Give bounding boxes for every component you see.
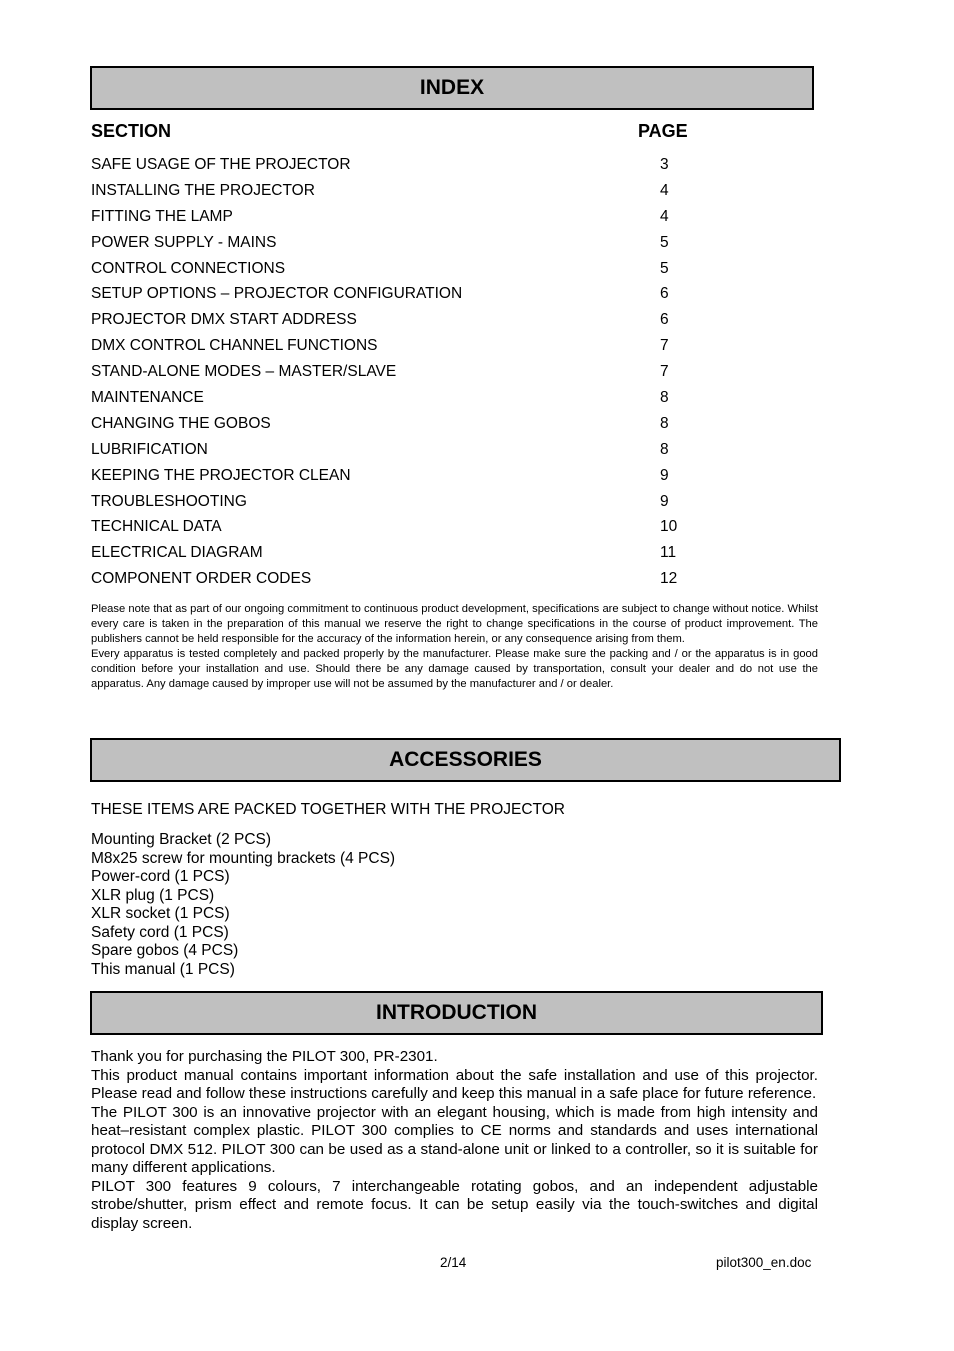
toc-title: MAINTENANCE bbox=[91, 389, 204, 407]
toc-page: 4 bbox=[660, 207, 669, 225]
list-item: This manual (1 PCS) bbox=[91, 960, 235, 978]
toc-title: CHANGING THE GOBOS bbox=[91, 414, 271, 432]
toc-page: 6 bbox=[660, 285, 669, 303]
toc-row bbox=[91, 152, 731, 178]
toc-row bbox=[91, 230, 731, 256]
toc-title: TECHNICAL DATA bbox=[91, 518, 222, 536]
index-heading: INDEX bbox=[419, 76, 485, 99]
toc-row bbox=[91, 566, 731, 592]
list-item: M8x25 screw for mounting brackets (4 PCS) bbox=[91, 849, 396, 867]
disclaimer-notice bbox=[91, 602, 818, 691]
toc-row bbox=[91, 307, 731, 333]
toc-page: 6 bbox=[660, 311, 669, 329]
toc-page: 8 bbox=[660, 389, 669, 407]
intro-paragraph: The PILOT 300 is an innovative projector with an elegant housing, which is made from high intensity and heat–resistant complex plastic. PILOT 300 complies to CE norms and standards and uses international protocol DMX 512. PILOT 300 can be used as a stand-alone unit or linked to a controller, so it is suitable for many different applications. bbox=[91, 1103, 818, 1176]
toc-title: INSTALLING THE PROJECTOR bbox=[91, 181, 315, 199]
toc-row bbox=[91, 540, 731, 566]
list-item: XLR plug (1 PCS) bbox=[91, 886, 215, 904]
toc-title: POWER SUPPLY - MAINS bbox=[91, 233, 277, 251]
list-item: Power-cord (1 PCS) bbox=[91, 868, 230, 885]
toc-title: SETUP OPTIONS – PROJECTOR CONFIGURATION bbox=[91, 285, 463, 303]
section-column-label: SECTION bbox=[91, 121, 172, 141]
list-item: Mounting Bracket (2 PCS) bbox=[91, 831, 272, 848]
toc-title: SAFE USAGE OF THE PROJECTOR bbox=[91, 156, 351, 173]
introduction-heading-box bbox=[90, 991, 823, 1035]
toc-row bbox=[91, 333, 731, 359]
accessories-intro: THESE ITEMS ARE PACKED TOGETHER WITH THE PROJECTOR bbox=[91, 801, 565, 818]
toc-title: DMX CONTROL CHANNEL FUNCTIONS bbox=[91, 337, 378, 355]
index-heading-box bbox=[90, 66, 814, 110]
toc-title: FITTING THE LAMP bbox=[91, 207, 233, 225]
toc-title: LUBRIFICATION bbox=[91, 440, 208, 458]
toc-page: 4 bbox=[660, 181, 669, 199]
toc-page: 5 bbox=[660, 233, 669, 251]
list-item: Safety cord (1 PCS) bbox=[91, 923, 229, 941]
toc-row bbox=[91, 256, 731, 282]
toc-title: STAND-ALONE MODES – MASTER/SLAVE bbox=[91, 363, 397, 381]
intro-paragraph: PILOT 300 features 9 colours, 7 interchangeable rotating gobos, and an independent adjustable strobe/shutter, prism effect and remote focus. It can be setup easily via the touch-switches and digital display screen. bbox=[91, 1177, 818, 1232]
toc-title: TROUBLESHOOTING bbox=[91, 492, 247, 510]
toc-row bbox=[91, 489, 731, 515]
toc-page: 10 bbox=[660, 518, 678, 536]
intro-paragraph: This product manual contains important information about the safe installation and use of this projector. Please read and follow these instructions carefully and keep this manual in a safe place for future reference. bbox=[91, 1066, 818, 1102]
introduction-text bbox=[91, 1048, 818, 1233]
toc-title: KEEPING THE PROJECTOR CLEAN bbox=[91, 466, 351, 484]
toc-page: 5 bbox=[660, 259, 669, 277]
toc-page: 11 bbox=[660, 544, 677, 562]
toc-row bbox=[91, 281, 731, 307]
page-column-label: PAGE bbox=[638, 121, 688, 141]
toc-page: 7 bbox=[660, 337, 669, 355]
toc-page: 8 bbox=[660, 440, 669, 458]
toc-title: PROJECTOR DMX START ADDRESS bbox=[91, 311, 357, 329]
toc-title: CONTROL CONNECTIONS bbox=[91, 259, 286, 277]
toc-row bbox=[91, 204, 731, 230]
disclaimer-paragraph: Please note that as part of our ongoing commitment to continuous product development, specifications are subject to change without notice. Whilst every care is taken in the preparation of this manual we reserve the right to change specifications in the course of product improvement. The publishers cannot be held responsible for the accuracy of the information herein, or any consequence arising from them. bbox=[91, 603, 818, 645]
list-item: Spare gobos (4 PCS) bbox=[91, 942, 239, 959]
list-item: XLR socket (1 PCS) bbox=[91, 905, 230, 922]
packing-paragraph: Every apparatus is tested completely and packed properly by the manufacturer. Please make sure the packing and / or the apparatus is in good condition before your installation and use. Should there be any damage caused by transportation, consult your dealer and do not use the apparatus. Any damage caused by improper use will not be assumed by the manufacturer and / or dealer. bbox=[91, 647, 818, 690]
intro-paragraph: Thank you for purchasing the PILOT 300, PR-2301. bbox=[91, 1048, 438, 1065]
toc-row bbox=[91, 411, 731, 437]
accessories-heading: ACCESSORIES bbox=[389, 748, 542, 771]
toc-page: 3 bbox=[660, 156, 669, 173]
toc-row bbox=[91, 514, 731, 540]
toc-page: 9 bbox=[660, 466, 669, 484]
toc-page: 8 bbox=[660, 414, 669, 432]
accessories-list bbox=[91, 831, 395, 979]
toc-row bbox=[91, 359, 731, 385]
footer-page-number: 2/14 bbox=[440, 1255, 467, 1270]
toc-row bbox=[91, 463, 731, 489]
toc-page: 9 bbox=[660, 492, 669, 510]
toc-row bbox=[91, 385, 731, 411]
introduction-heading: INTRODUCTION bbox=[376, 1001, 537, 1024]
accessories-heading-box bbox=[90, 738, 841, 782]
footer-filename: pilot300_en.doc bbox=[716, 1255, 812, 1270]
toc-title: ELECTRICAL DIAGRAM bbox=[91, 544, 263, 562]
toc-row bbox=[91, 437, 731, 463]
toc-page: 7 bbox=[660, 363, 669, 381]
toc-row bbox=[91, 178, 731, 204]
table-of-contents bbox=[91, 152, 731, 592]
toc-title: COMPONENT ORDER CODES bbox=[91, 570, 312, 588]
toc-page: 12 bbox=[660, 570, 678, 588]
